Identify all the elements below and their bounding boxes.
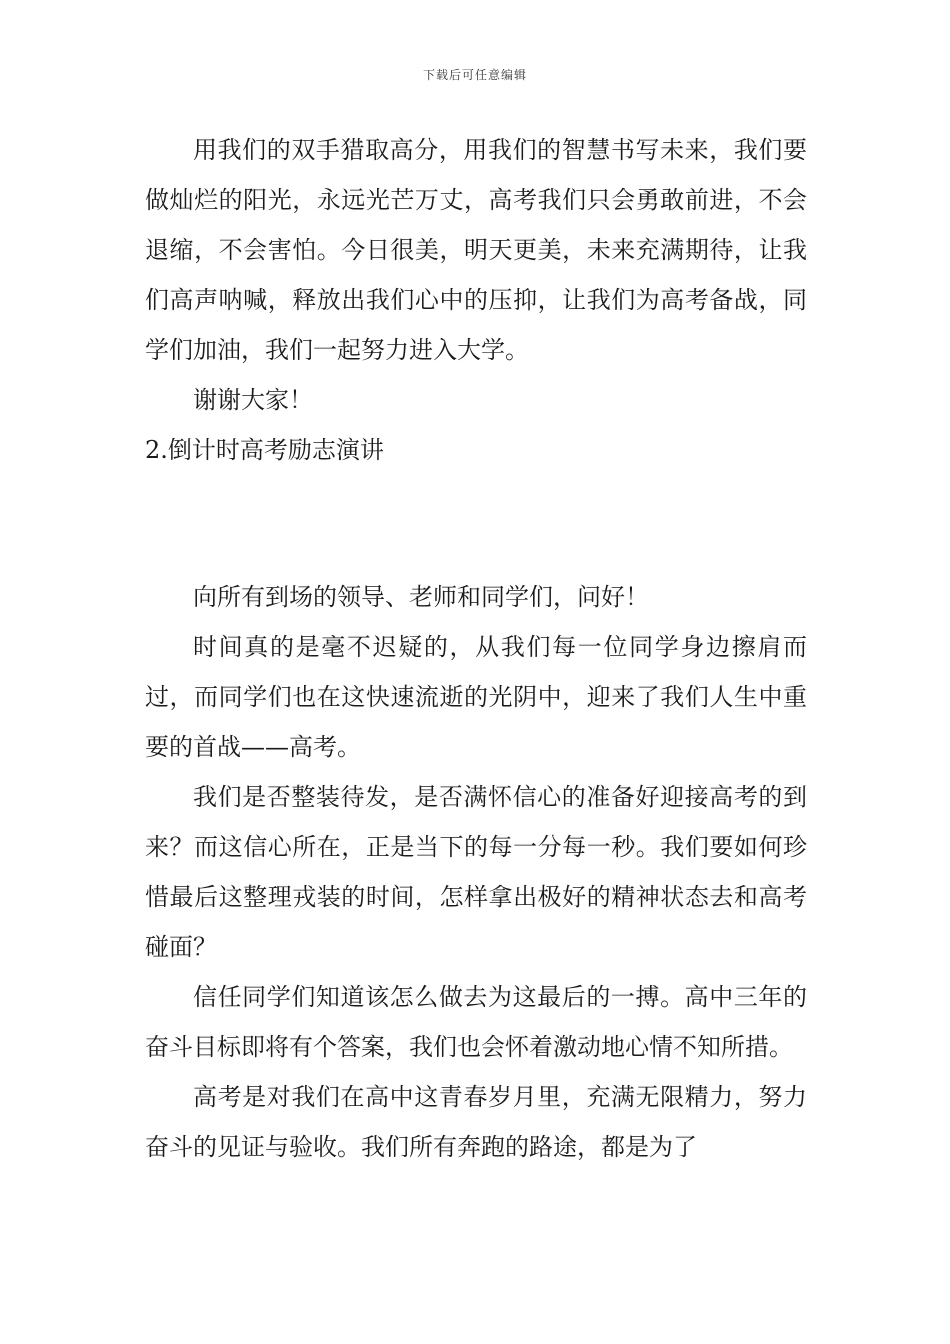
greeting-paragraph: 向所有到场的领导、老师和同学们，问好！ [193,583,649,611]
section-heading: 2.倒计时高考励志演讲 [145,436,384,464]
speech-body-section [145,572,807,1172]
body-paragraph: 用我们的双手猎取高分，用我们的智慧书写未来，我们要做灿烂的阳光，永远光芒万丈，高考我们只会勇敢前进，不会退缩，不会害怕。今日很美，明天更美，未来充满期待，让我们高声呐喊，释放出我们心中的压抑，让我们为高考备战，同学们加油，我们一起努力进入大学。 [145,136,807,364]
body-paragraph: 信任同学们知道该怎么做去为这最后的一搏。高中三年的奋斗目标即将有个答案，我们也会怀着激动地心情不知所措。 [145,983,807,1061]
closing-thanks: 谢谢大家！ [193,386,313,414]
body-paragraph: 高考是对我们在高中这青春岁月里，充满无限精力，努力奋斗的见证与验收。我们所有奔跑的路途，都是为了 [145,1083,807,1161]
body-paragraph: 我们是否整装待发，是否满怀信心的准备好迎接高考的到来？而这信心所在，正是当下的每一分每一秒。我们要如何珍惜最后这整理戎装的时间，怎样拿出极好的精神状态去和高考碰面？ [145,783,807,961]
body-paragraph: 时间真的是毫不迟疑的，从我们每一位同学身边擦肩而过，而同学们也在这快速流逝的光阴中，迎来了我们人生中重要的首战——高考。 [145,633,807,761]
speech-closing-section [145,125,807,475]
page-header: 下载后可任意编辑 [422,68,527,82]
